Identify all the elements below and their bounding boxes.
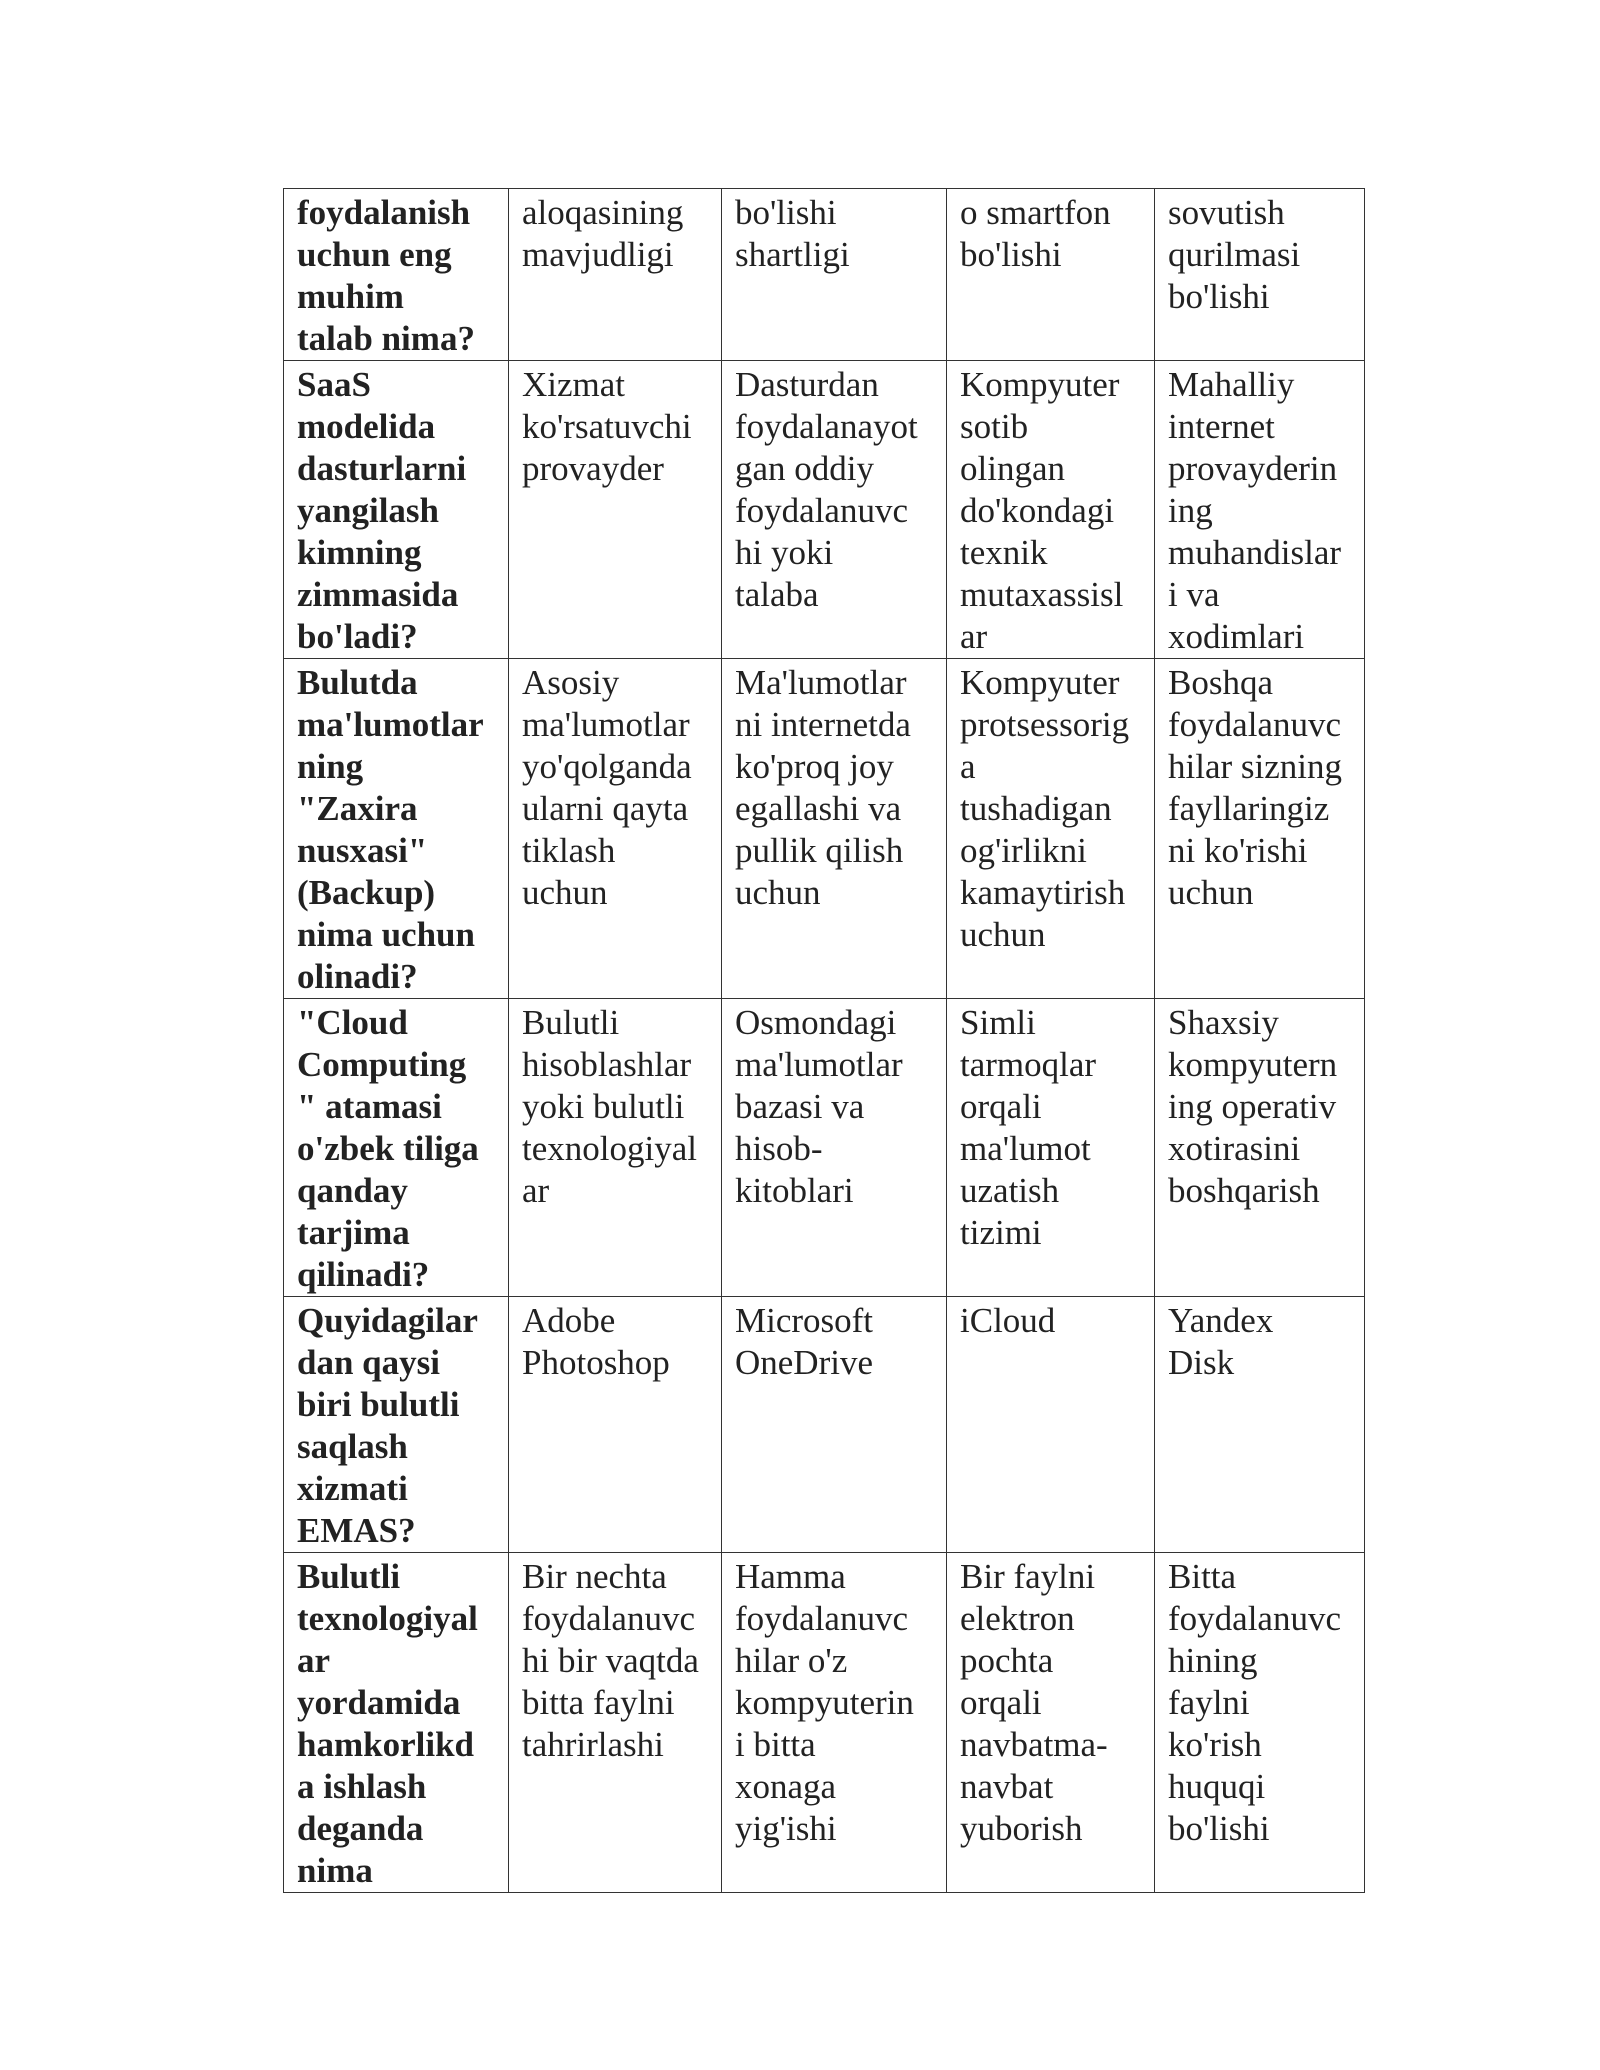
option-cell: Simli tarmoqlar orqali ma'lumot uzatish tizimi [947,999,1155,1297]
option-cell: Hamma foydalanuvc hilar o'z kompyuterin i bitta xonaga yig'ishi [722,1553,947,1893]
quiz-table [283,188,1365,1893]
question-cell: Bulutda ma'lumotlar ning "Zaxira nusxasi" (Backup) nima uchun olinadi? [284,659,509,999]
option-cell: Bir faylni elektron pochta orqali navbatma- navbat yuborish [947,1553,1155,1893]
option-cell: Dasturdan foydalanayot gan oddiy foydalanuvc hi yoki talaba [722,361,947,659]
table-row [284,1553,1365,1893]
option-cell: Xizmat ko'rsatuvchi provayder [509,361,722,659]
option-cell: Ma'lumotlar ni internetda ko'proq joy egallashi va pullik qilish uchun [722,659,947,999]
table-row [284,1297,1365,1553]
question-cell: foydalanish uchun eng muhim talab nima? [284,189,509,361]
option-cell: Bitta foydalanuvc hining faylni ko'rish huquqi bo'lishi [1155,1553,1365,1893]
option-cell: Kompyuter sotib olingan do'kondagi texnik mutaxassisl ar [947,361,1155,659]
option-cell: aloqasining mavjudligi [509,189,722,361]
question-cell: SaaS modelida dasturlarni yangilash kimning zimmasida bo'ladi? [284,361,509,659]
question-cell: Bulutli texnologiyal ar yordamida hamkorlikd a ishlash deganda nima [284,1553,509,1893]
option-cell: Boshqa foydalanuvc hilar sizning fayllaringiz ni ko'rishi uchun [1155,659,1365,999]
option-cell: Asosiy ma'lumotlar yo'qolganda ularni qayta tiklash uchun [509,659,722,999]
option-cell: bo'lishi shartligi [722,189,947,361]
option-cell: Mahalliy internet provayderin ing muhandislar i va xodimlari [1155,361,1365,659]
option-cell: sovutish qurilmasi bo'lishi [1155,189,1365,361]
option-cell: Shaxsiy kompyutern ing operativ xotirasini boshqarish [1155,999,1365,1297]
option-cell: Bulutli hisoblashlar yoki bulutli texnologiyal ar [509,999,722,1297]
table-row [284,659,1365,999]
question-cell: Quyidagilar dan qaysi biri bulutli saqlash xizmati EMAS? [284,1297,509,1553]
table-row [284,361,1365,659]
option-cell: Bir nechta foydalanuvc hi bir vaqtda bitta faylni tahrirlashi [509,1553,722,1893]
option-cell: iCloud [947,1297,1155,1553]
option-cell: Adobe Photoshop [509,1297,722,1553]
option-cell: Osmondagi ma'lumotlar bazasi va hisob- kitoblari [722,999,947,1297]
option-cell: o smartfon bo'lishi [947,189,1155,361]
table-row [284,189,1365,361]
option-cell: Kompyuter protsessorig a tushadigan og'irlikni kamaytirish uchun [947,659,1155,999]
table-row [284,999,1365,1297]
option-cell: Microsoft OneDrive [722,1297,947,1553]
option-cell: Yandex Disk [1155,1297,1365,1553]
question-cell: "Cloud Computing " atamasi o'zbek tiliga qanday tarjima qilinadi? [284,999,509,1297]
